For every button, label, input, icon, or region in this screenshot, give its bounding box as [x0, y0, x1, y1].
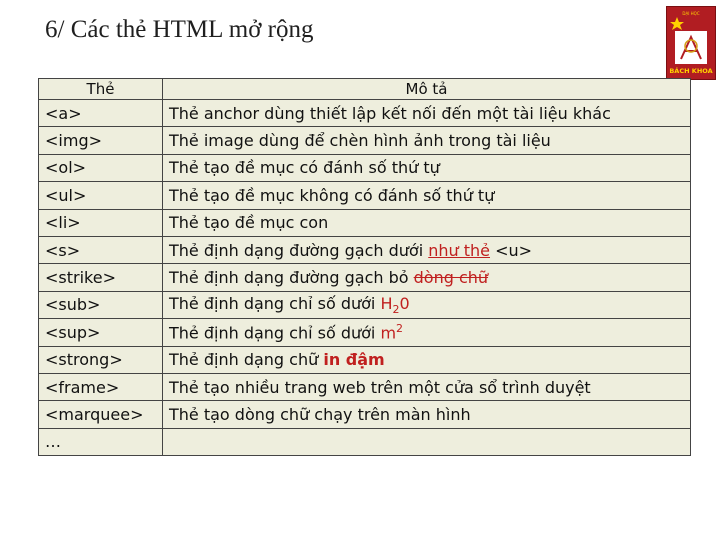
subscript-example-tail: 0: [399, 293, 410, 313]
table-row: [39, 346, 691, 373]
tag-cell: <img>: [39, 127, 163, 154]
table-row: [39, 319, 691, 346]
description-cell: [163, 236, 691, 263]
superscript-example-base: m: [380, 323, 397, 343]
table-row: [39, 291, 691, 318]
tag-cell: <strike>: [39, 264, 163, 291]
table-row: [39, 373, 691, 400]
description-text: Thẻ định dạng chỉ số dưới: [169, 293, 381, 313]
star-icon: [670, 17, 684, 30]
description-cell: Thẻ tạo đề mục không có đánh số thứ tự: [163, 182, 691, 209]
bold-example: in đậm: [323, 350, 385, 370]
tag-cell: <frame>: [39, 373, 163, 400]
tag-cell: …: [39, 428, 163, 455]
tag-cell: <ol>: [39, 154, 163, 181]
table-row: [39, 236, 691, 263]
tag-cell: <li>: [39, 209, 163, 236]
description-cell: [163, 319, 691, 346]
strikethrough-example: dòng chữ: [413, 268, 489, 288]
description-text: Thẻ định dạng đường gạch dưới: [169, 240, 429, 260]
description-cell: Thẻ tạo đề mục có đánh số thứ tự: [163, 154, 691, 181]
description-cell: Thẻ tạo dòng chữ chạy trên màn hình: [163, 401, 691, 428]
tag-cell: <ul>: [39, 182, 163, 209]
table-row: [39, 209, 691, 236]
logo-top-text: DẠI HỌC: [682, 11, 700, 16]
table-row: [39, 428, 691, 455]
tag-cell: <strong>: [39, 346, 163, 373]
tag-cell: <a>: [39, 100, 163, 127]
description-suffix: <u>: [490, 240, 533, 260]
column-header-tag: Thẻ: [39, 79, 163, 100]
description-cell: Thẻ tạo nhiều trang web trên một cửa sổ trình duyệt: [163, 373, 691, 400]
subscript-example: 2: [392, 303, 400, 317]
underlined-example: như thẻ: [428, 240, 490, 260]
tag-cell: <sup>: [39, 319, 163, 346]
description-cell: [163, 264, 691, 291]
table-row: [39, 154, 691, 181]
table-row: [39, 127, 691, 154]
table-row: [39, 264, 691, 291]
description-text: Thẻ định dạng đường gạch bỏ: [169, 268, 414, 288]
description-text: Thẻ định dạng chỉ số dưới: [169, 323, 381, 343]
description-text: Thẻ định dạng chữ: [169, 350, 324, 370]
tag-cell: <marquee>: [39, 401, 163, 428]
logo-bottom-text: BÁCH KHOA: [669, 67, 713, 75]
table-header-row: [39, 79, 691, 100]
description-cell: Thẻ image dùng để chèn hình ảnh trong tài liệu: [163, 127, 691, 154]
description-cell: [163, 346, 691, 373]
description-cell: [163, 291, 691, 318]
university-logo: [666, 6, 716, 80]
table-row: [39, 100, 691, 127]
table-row: [39, 182, 691, 209]
html-tags-table: [38, 78, 691, 456]
tag-cell: <s>: [39, 236, 163, 263]
column-header-description: Mô tả: [163, 79, 691, 100]
description-cell: Thẻ tạo đề mục con: [163, 209, 691, 236]
tag-cell: <sub>: [39, 291, 163, 318]
description-cell: [163, 428, 691, 455]
description-cell: Thẻ anchor dùng thiết lập kết nối đến một tài liệu khác: [163, 100, 691, 127]
table-row: [39, 401, 691, 428]
superscript-example: 2: [396, 322, 404, 336]
slide-title: 6/ Các thẻ HTML mở rộng: [45, 16, 314, 43]
subscript-example-base: H: [380, 293, 393, 313]
